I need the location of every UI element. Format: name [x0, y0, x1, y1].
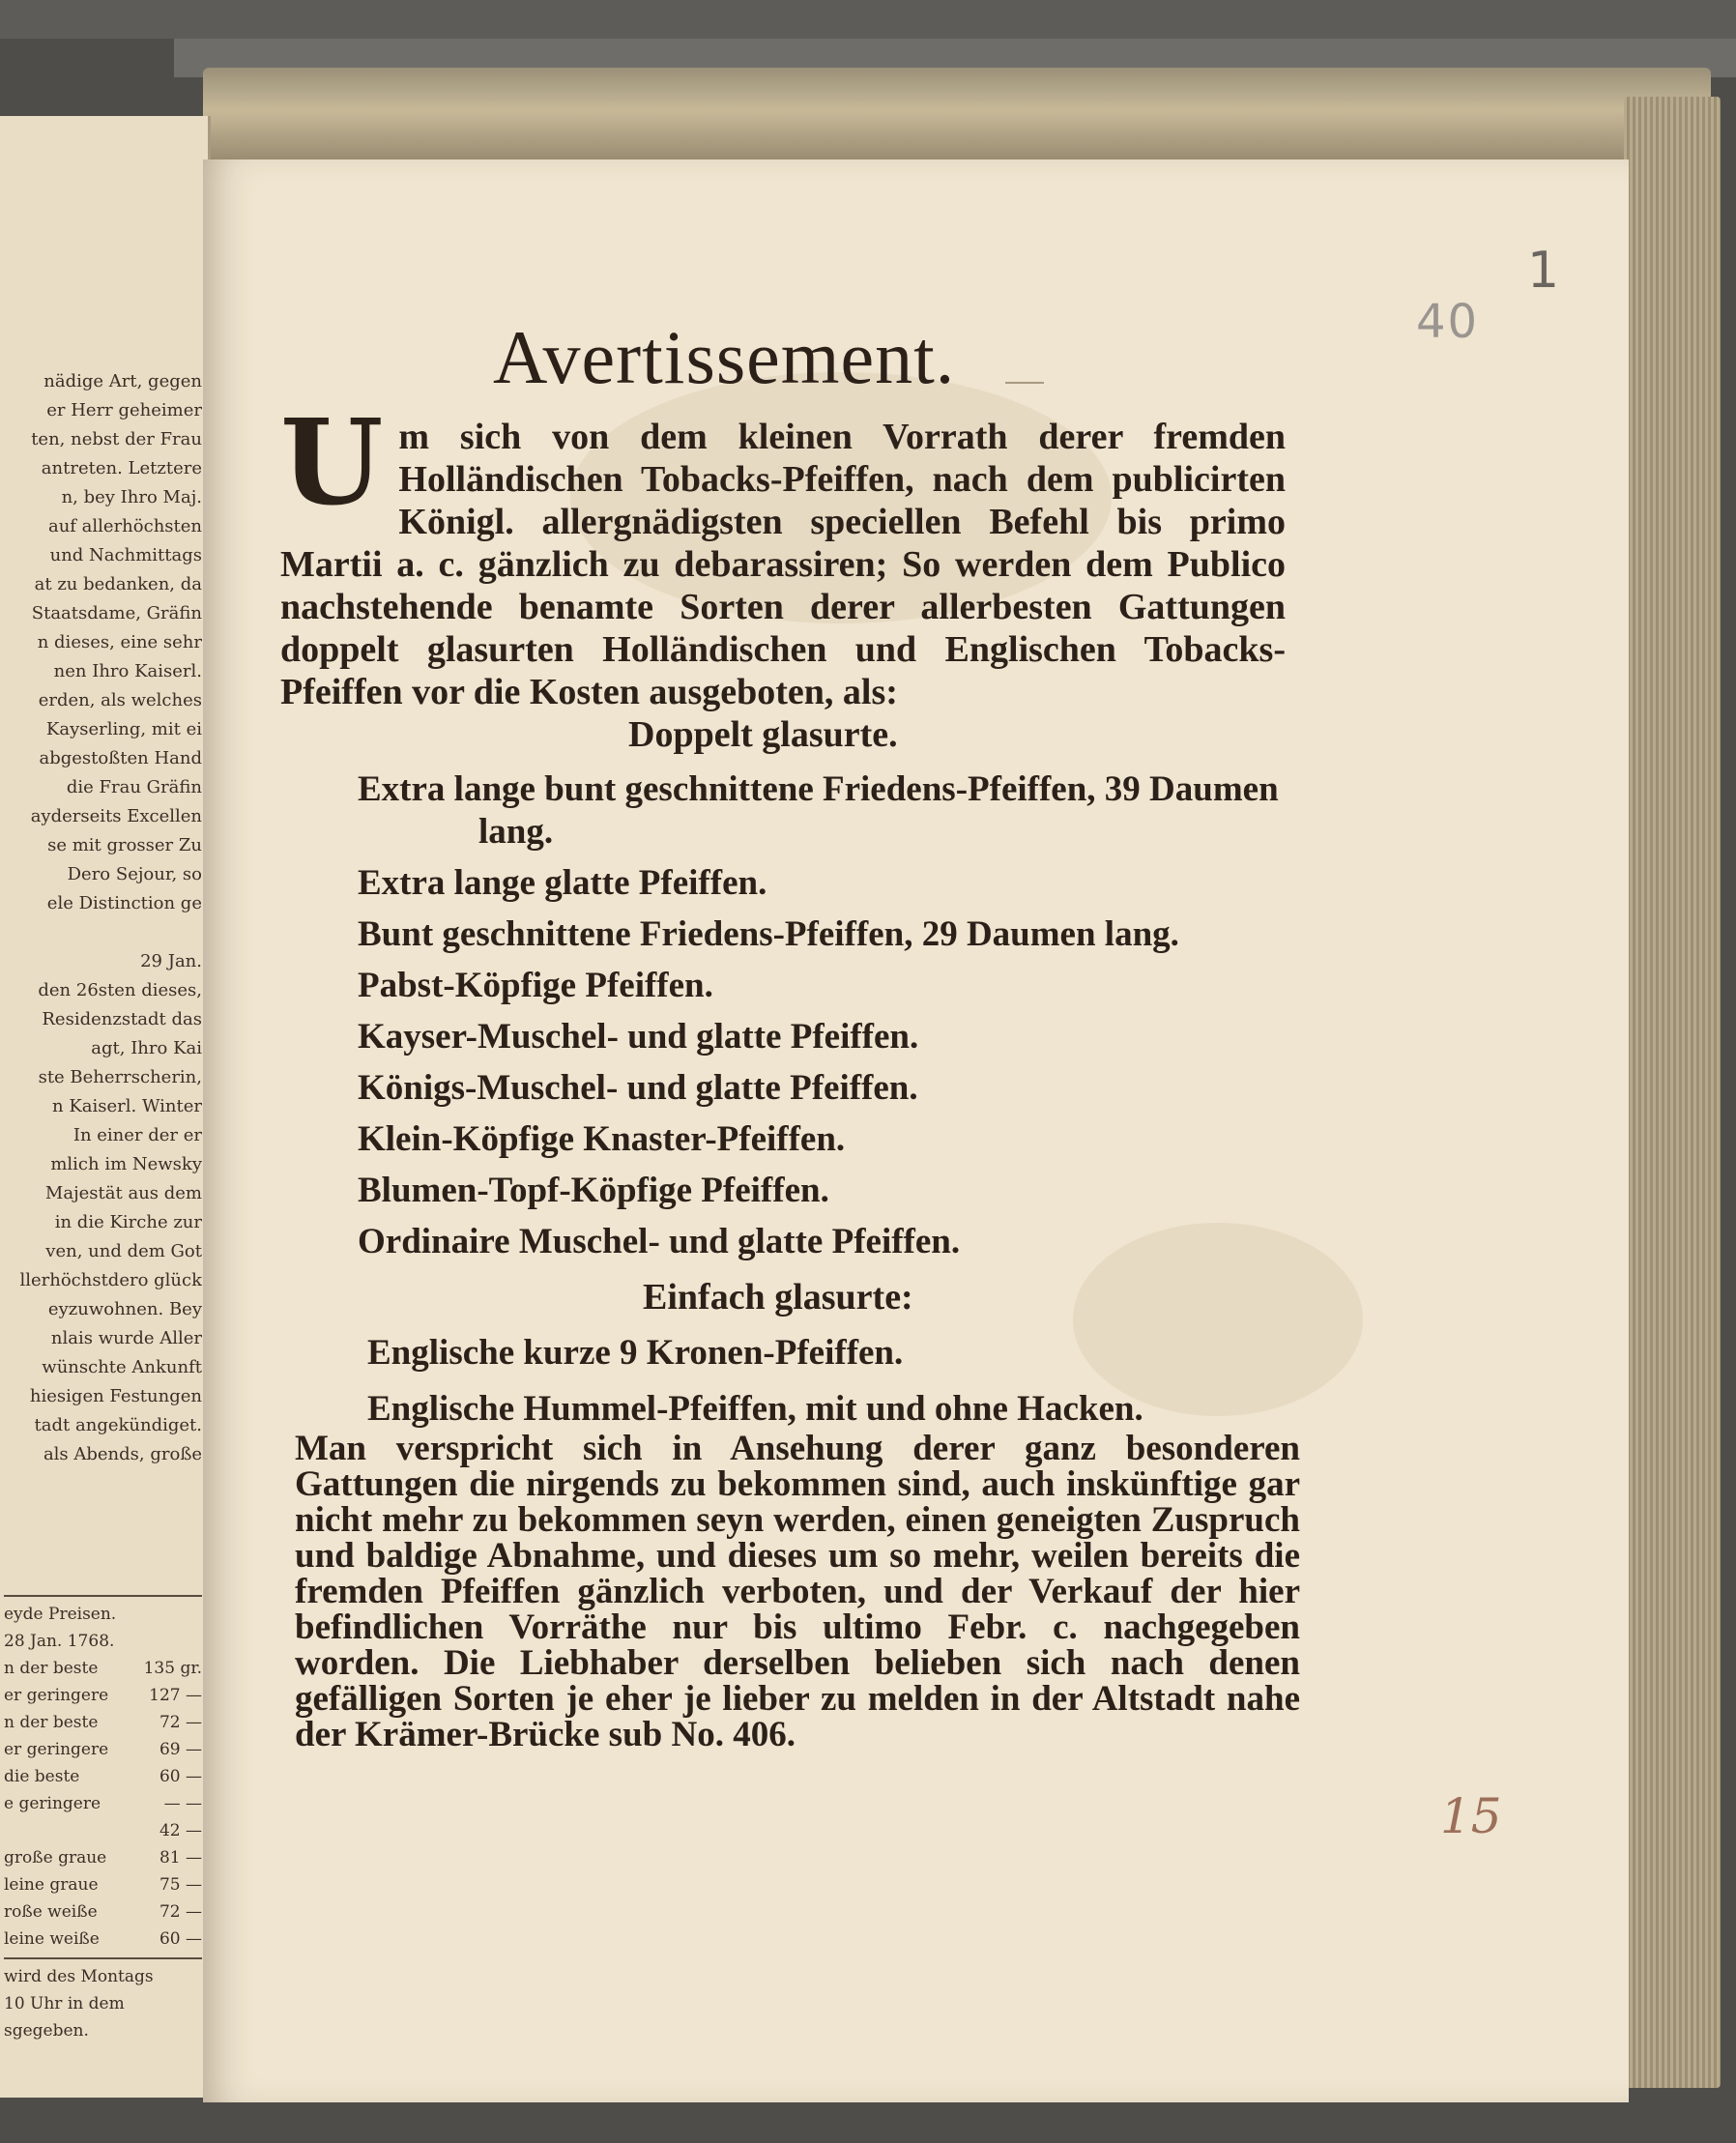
intro-text: m sich von dem kleinen Vorrath derer fremden Holländischen Tobacks-Pfeiffen, nach dem publicirten Königl. allergnädigsten speciellen Befehl bis primo Martii a. c. gänzlich zu debarassiren; So werden dem Publico nachstehende benamte Sorten derer allerbesten Gattungen doppelt glasurten Holländischen und Englischen Tobacks-Pfeiffen vor die Kosten ausgeboten, als: — [280, 417, 1286, 712]
intro-paragraph — [280, 392, 1286, 713]
price-row — [4, 1655, 202, 1682]
price-label: e geringere — [4, 1794, 101, 1813]
price-value: 60 — — [159, 1929, 202, 1949]
price-value: 72 — — [159, 1902, 202, 1922]
left-page-line: at zu bedanken, da — [34, 574, 202, 594]
price-value: 60 — — [159, 1767, 202, 1786]
pipe-item-text: Ordinaire Muschel- und glatte Pfeiffen. — [358, 1222, 961, 1261]
price-value: 75 — — [159, 1875, 202, 1895]
left-page-line: antreten. Letztere — [41, 458, 202, 478]
price-label: leine graue — [4, 1875, 99, 1895]
left-page-line: nen Ihro Kaiserl. — [53, 661, 202, 681]
price-label: er geringere — [4, 1740, 109, 1759]
pipe-item — [358, 913, 1286, 956]
price-row — [4, 1790, 202, 1817]
closing-text: Man verspricht sich in Ansehung derer ganz besonderen Gattungen die nirgends zu bekommen sind, auch inskünftige gar nicht mehr zu bekommen seyn werden, einen geneigten Zuspruch und baldige Abnahme, und dieses um so mehr, weilen bereits die fremden Pfeiffen gänzlich verboten, und der Verkauf der hier befindlichen Vorräthe nur bis ultimo Febr. c. nachgegeben worden. Die Liebhaber derselben belieben sich nach denen gefälligen Sorten je eher je lieber zu melden in der Altstadt nahe der Krämer-Brücke sub No. 406. — [295, 1429, 1300, 1754]
price-table-title: eyde Preisen. — [4, 1605, 117, 1624]
price-row — [4, 1844, 202, 1871]
left-page-line: nädige Art, gegen — [43, 371, 202, 391]
pipe-item-text: Pabst-Köpfige Pfeiffen. — [358, 966, 713, 1005]
price-row — [4, 1763, 202, 1790]
left-page-line: n dieses, eine sehr — [37, 632, 202, 652]
pipe-item-text: Kayser-Muschel- und glatte Pfeiffen. — [358, 1017, 919, 1057]
pipe-item-text: Klein-Köpfige Knaster-Pfeiffen. — [358, 1119, 846, 1159]
left-footer-line: wird des Montags — [4, 1967, 154, 1986]
price-value: 42 — — [159, 1821, 202, 1840]
left-page-line: abgestoßten Hand — [39, 748, 202, 768]
left-page-line: auf allerhöchsten — [47, 516, 202, 536]
page-title: Avertissement. — [493, 315, 956, 399]
left-page-line: als Abends, große — [43, 1444, 202, 1464]
left-page-line: erden, als welches — [38, 690, 202, 710]
left-facing-page — [0, 116, 211, 2098]
left-page-footer — [4, 1957, 202, 2044]
single-glazed-list — [367, 1332, 1295, 1444]
pipe-item: Englische Hummel-Pfeiffen, mit und ohne Hacken. — [367, 1389, 1143, 1429]
left-page-line: n Kaiserl. Winter — [52, 1096, 202, 1116]
left-page-line: wünschte Ankunft — [42, 1357, 202, 1377]
left-page-line — [4, 918, 202, 947]
left-page-line: eyzuwohnen. Bey — [47, 1299, 202, 1319]
pipe-item-text: Extra lange bunt geschnittene Friedens-Pfeiffen, 39 Daumen — [358, 769, 1279, 809]
price-row — [4, 1926, 202, 1953]
left-page-line: In einer der er — [72, 1125, 202, 1145]
pipe-item — [358, 862, 1286, 905]
price-value: 69 — — [159, 1740, 202, 1759]
price-label: n der beste — [4, 1659, 99, 1678]
shelf-mark: 1 — [1527, 242, 1560, 300]
price-label: leine weiße — [4, 1929, 100, 1949]
pipe-item — [358, 1118, 1286, 1161]
pipe-item — [358, 1067, 1286, 1110]
left-page-line: den 26sten dieses, — [38, 980, 202, 1000]
left-page-line: 29 Jan. — [140, 951, 202, 971]
left-page-line: mlich im Newsky — [50, 1154, 202, 1174]
closing-paragraph — [295, 1431, 1300, 1752]
left-page-line: llerhöchstdero glück — [19, 1270, 202, 1290]
price-label: große graue — [4, 1848, 107, 1868]
price-row — [4, 1898, 202, 1926]
left-page-line: ayderseits Excellen — [30, 806, 202, 826]
left-page-line: Majestät aus dem — [44, 1183, 202, 1203]
left-page-line: ten, nebst der Frau — [31, 429, 202, 449]
pipe-item — [358, 1221, 1286, 1263]
handwritten-note: 15 — [1440, 1788, 1502, 1844]
price-row — [4, 1817, 202, 1844]
left-page-line: ste Beherrscherin, — [38, 1067, 202, 1087]
price-row — [4, 1709, 202, 1736]
left-page-line: ven, und dem Got — [45, 1241, 202, 1261]
left-page-line: nlais wurde Aller — [50, 1328, 202, 1348]
price-value: 135 gr. — [143, 1659, 202, 1678]
left-page-line: Dero Sejour, so — [67, 864, 202, 884]
pipe-item-continuation: lang. — [478, 812, 554, 852]
left-page-text — [4, 367, 202, 1469]
left-page-line: Kayserling, mit ei — [45, 719, 202, 739]
left-page-line: se mit grosser Zu — [47, 835, 202, 855]
pipe-item — [358, 965, 1286, 1007]
pipe-item-text: Königs-Muschel- und glatte Pfeiffen. — [358, 1068, 918, 1108]
price-row — [4, 1871, 202, 1898]
left-page-line: ele Distinction ge — [46, 893, 202, 913]
drop-cap: U — [280, 392, 384, 532]
section-heading-single: Einfach glasurte: — [643, 1277, 913, 1318]
page-block-top-edge — [203, 68, 1711, 174]
left-page-line: Residenzstadt das — [42, 1009, 202, 1029]
price-label: roße weiße — [4, 1902, 98, 1922]
double-glazed-list — [358, 768, 1286, 1272]
left-page-line: er Herr geheimer — [46, 400, 202, 420]
price-table — [4, 1595, 202, 1953]
left-page-line: Staatsdame, Gräfin — [31, 603, 202, 623]
price-value: 72 — — [159, 1713, 202, 1732]
price-value: 81 — — [159, 1848, 202, 1868]
price-value: 127 — — [149, 1686, 202, 1705]
pipe-item-text: Bunt geschnittene Friedens-Pfeiffen, 29 Daumen lang. — [358, 914, 1179, 954]
left-footer-line: sgegeben. — [4, 2021, 89, 2041]
price-table-date: 28 Jan. 1768. — [4, 1632, 115, 1651]
left-page-line: agt, Ihro Kai — [91, 1038, 202, 1058]
price-label: die beste — [4, 1767, 80, 1786]
left-page-line: und Nachmittags — [49, 545, 202, 565]
price-label: n der beste — [4, 1713, 99, 1732]
left-page-line: hiesigen Festungen — [29, 1386, 202, 1406]
pipe-item — [358, 1016, 1286, 1058]
pipe-item: Englische kurze 9 Kronen-Pfeiffen. — [367, 1333, 904, 1373]
price-value: — — — [163, 1794, 202, 1813]
title-mark — [1005, 382, 1044, 384]
page-block-right-edge — [1624, 97, 1721, 2088]
pipe-item-text: Blumen-Topf-Köpfige Pfeiffen. — [358, 1171, 829, 1210]
left-page-line: die Frau Gräfin — [66, 777, 202, 797]
price-row — [4, 1736, 202, 1763]
section-heading-double: Doppelt glasurte. — [628, 714, 898, 755]
pipe-item-text: Extra lange glatte Pfeiffen. — [358, 863, 767, 903]
left-page-line: n, bey Ihro Maj. — [61, 487, 202, 507]
left-page-line: in die Kirche zur — [54, 1212, 202, 1232]
left-footer-line: 10 Uhr in dem — [4, 1994, 125, 2013]
price-label: er geringere — [4, 1686, 109, 1705]
left-page-line: tadt angekündiget. — [34, 1415, 202, 1435]
page-number: 40 — [1416, 295, 1480, 349]
pipe-item — [358, 768, 1286, 854]
pipe-item — [358, 1170, 1286, 1212]
price-row — [4, 1682, 202, 1709]
